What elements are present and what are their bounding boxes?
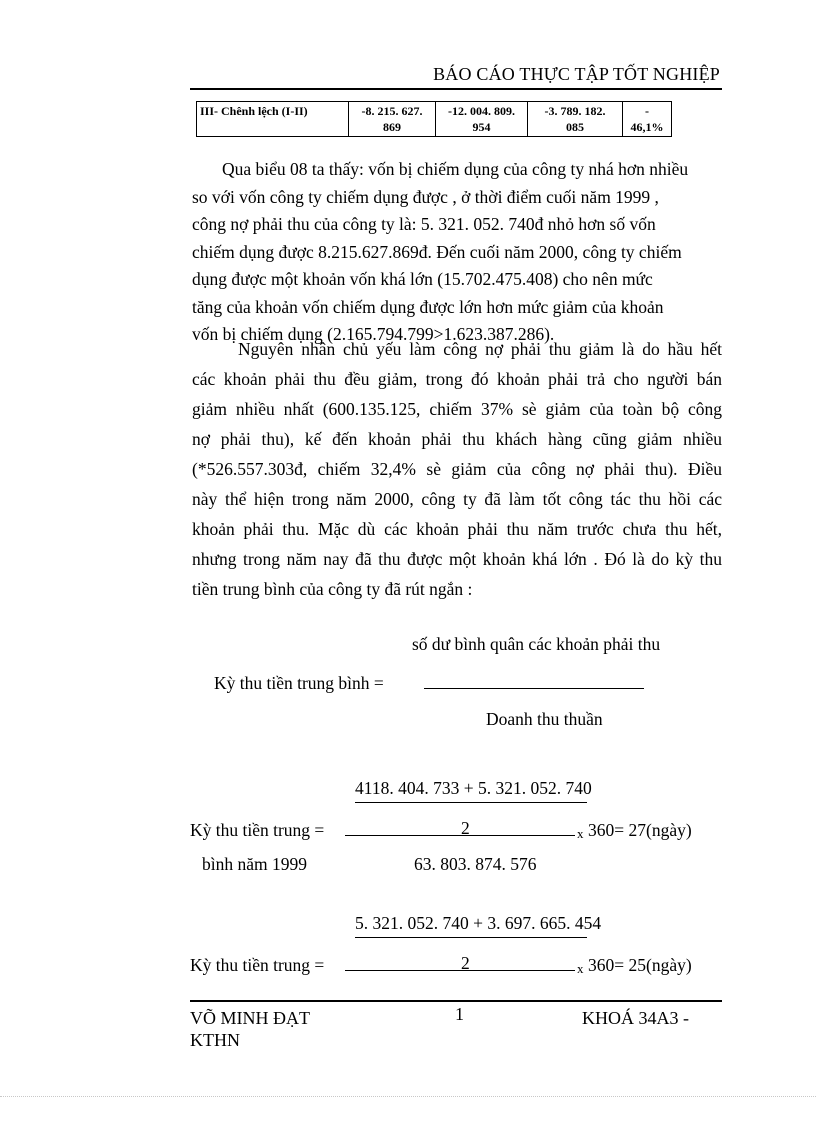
multiply-sign: x [577, 826, 584, 841]
text-line: giảm nhiều nhất (600.135.125, chiếm 37% sè giảm của toàn bộ công [192, 399, 722, 419]
value-cell-1: -8. 215. 627. 869 [349, 102, 436, 137]
row-label: III- Chênh lệch (I-II) [197, 102, 349, 137]
text-line: nhưng trong năm nay đã thu được một khoản khá lớn . Đó là do kỳ thu [192, 549, 722, 569]
text-line: này thể hiện trong năm 2000, công ty đã làm tốt công tác thu hồi các [192, 489, 722, 509]
multiply-sign: x [577, 961, 584, 976]
formula-general-numerator: số dư bình quân các khoản phải thu [412, 634, 661, 654]
formula-1999-label-2: bình năm 1999 [202, 854, 307, 874]
text-line: tăng của khoản vốn chiếm dụng được lớn hơn mức giảm của khoản [192, 296, 664, 317]
page-number: 1 [455, 1004, 464, 1024]
paragraph-1 [192, 156, 724, 349]
difference-table [196, 101, 672, 137]
formula-1999-numerator: 4118. 404. 733 + 5. 321. 052. 740 [355, 778, 592, 798]
text-line: khoản phải thu. Mặc dù các khoản phải thu năm trước chưa thu hết, [192, 519, 722, 539]
formula-2000-result: 360= 25(ngày) [588, 955, 692, 975]
text-line: Nguyên nhân chủ yếu làm công nợ phải thu giảm là do hầu hết [238, 339, 722, 359]
formula-general-denominator: Doanh thu thuần [486, 709, 603, 729]
fraction-bar [345, 835, 575, 836]
value-cell-4: - 46,1% [623, 102, 672, 137]
text-line: dụng được một khoản vốn khá lớn (15.702.475.408) cho nên mức [192, 269, 653, 289]
formula-1999-divisor: 2 [461, 818, 470, 838]
footer-author: VÕ MINH ĐẠT [190, 1008, 310, 1028]
text-line: tiền trung bình của công ty đã rút ngắn : [192, 579, 473, 599]
text-line: chiếm dụng được 8.215.627.869đ. Đến cuối năm 2000, công ty chiếm [192, 241, 682, 262]
table-row [197, 102, 672, 137]
text-line: Qua biểu 08 ta thấy: vốn bị chiếm dụng của công ty nhá hơn nhiều [222, 159, 689, 179]
value-cell-2: -12. 004. 809. 954 [436, 102, 528, 137]
text-line: nợ phải thu), kế đến khoản phải thu khách hàng cũng giảm nhiều [192, 429, 722, 449]
footer-author-dept: KTHN [190, 1030, 240, 1050]
page-edge-divider [0, 1096, 816, 1097]
numerator-underline [355, 937, 587, 938]
formula-2000-numerator: 5. 321. 052. 740 + 3. 697. 665. 454 [355, 913, 602, 933]
text-line: (*526.557.303đ, chiếm 32,4% sè giảm của công nợ phải thu). Điều [192, 459, 722, 479]
text-line: vốn bị chiếm dụng (2.165.794.799>1.623.387.286). [192, 324, 555, 344]
formula-2000-divisor: 2 [461, 953, 470, 973]
formula-1999-label: Kỳ thu tiền trung = [190, 820, 325, 840]
header-rule [190, 88, 722, 90]
value-cell-3: -3. 789. 182. 085 [528, 102, 623, 137]
formula-general-label: Kỳ thu tiền trung bình = [214, 673, 384, 693]
report-header-title: BÁO CÁO THỰC TẬP TỐT NGHIỆP [433, 64, 720, 84]
text-line: so với vốn công ty chiếm dụng được , ở thời điểm cuối năm 1999 , [192, 186, 659, 207]
formula-2000-label: Kỳ thu tiền trung = [190, 955, 325, 975]
text-line: công nợ phải thu của công ty là: 5. 321. 052. 740đ nhỏ hơn số vốn [192, 214, 656, 234]
text-line: các khoản phải thu đều giảm, trong đó khoản phải trả cho người bán [192, 369, 722, 389]
footer-rule [190, 1000, 722, 1002]
numerator-underline [355, 802, 587, 803]
formula-1999-result: 360= 27(ngày) [588, 820, 692, 840]
footer-class: KHOÁ 34A3 - [582, 1008, 689, 1028]
paragraph-2 [192, 334, 722, 604]
fraction-bar [424, 688, 644, 689]
formula-1999-denominator: 63. 803. 874. 576 [414, 854, 537, 874]
fraction-bar [345, 970, 575, 971]
